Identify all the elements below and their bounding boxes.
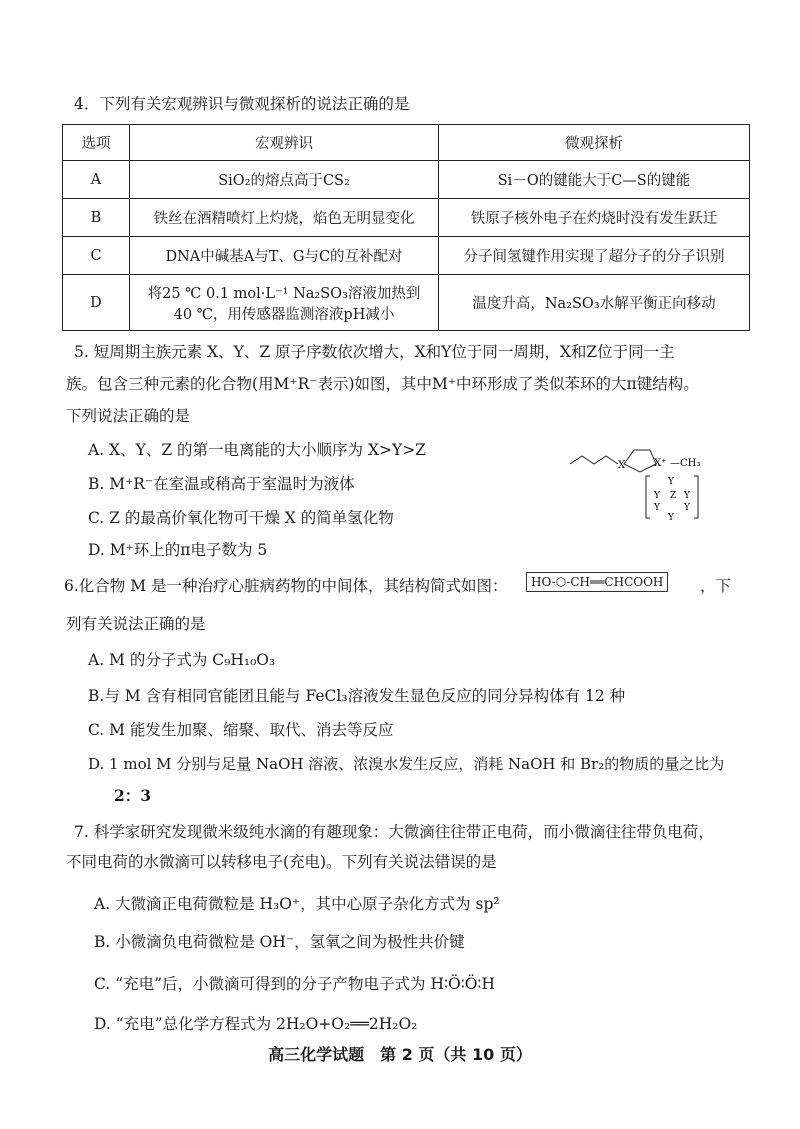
q6-option-b: B.与 M 含有相同官能团且能与 FeCl₃溶液发生显色反应的同分异构体有 12 种: [88, 687, 626, 705]
row-macro: 铁丝在酒精喷灯上灼烧，焰色无明显变化: [130, 199, 439, 237]
header-micro: 微观探析: [439, 125, 750, 161]
header-option: 选项: [63, 125, 130, 161]
q5-option-d: D. M⁺环上的π电子数为 5: [88, 541, 268, 559]
q7-line1: 7. 科学家研究发现微米级纯水滴的有趣现象：大微滴往往带正电荷，而小微滴往往带负电荷，: [74, 823, 714, 841]
q5-option-c: C. Z 的最高价氧化物可干燥 X 的简单氢化物: [88, 509, 394, 527]
q5-line1: 5. 短周期主族元素 X、Y、Z 原子序数依次增大，X和Y位于同一周期，X和Z位于同一主: [74, 343, 675, 361]
row-macro: [130, 275, 439, 331]
row-micro: 铁原子核外电子在灼烧时没有发生跃迁: [439, 199, 750, 237]
row-micro: 温度升高，Na₂SO₃水解平衡正向移动: [439, 275, 750, 331]
q4-table: [62, 124, 750, 331]
table-row: [63, 237, 750, 275]
q7-option-c: C. “充电”后，小微滴可得到的分子产物电子式为 H∶Ö∶Ö∶H: [94, 975, 495, 993]
row-option: D: [63, 275, 130, 331]
row-micro: 分子间氢键作用实现了超分子的分子识别: [439, 237, 750, 275]
q6-line1a: 6.化合物 M 是一种治疗心脏病药物的中间体，其结构简式如图：: [64, 577, 508, 595]
row-option: A: [63, 161, 130, 199]
q7-option-a: A. 大微滴正电荷微粒是 H₃O⁺，其中心原子杂化方式为 sp²: [94, 895, 500, 913]
table-row: [63, 275, 750, 331]
mol-y-right: Y: [684, 491, 690, 501]
row-macro-line1: 将25 ℃ 0.1 mol·L⁻¹ Na₂SO₃溶液加热到: [147, 285, 421, 302]
cinnamic-structure: HO-⬡-CH══CHCOOH: [526, 572, 668, 592]
q6-line2: 列有关说法正确的是: [66, 615, 206, 633]
mol-y-right2: Y: [684, 503, 690, 513]
mol-ch3-label: —CH₃: [670, 458, 701, 469]
mol-y-bottom: Y: [668, 513, 674, 523]
ionic-liquid-structure: [568, 444, 718, 524]
q5-option-b: B. M⁺R⁻在室温或稍高于室温时为液体: [88, 475, 355, 493]
header-macro: 宏观辨识: [130, 125, 439, 161]
q5-option-a: A. X、Y、Z 的第一电离能的大小顺序为 X>Y>Z: [88, 441, 426, 459]
row-option: C: [63, 237, 130, 275]
mol-z-center: Z: [670, 491, 677, 501]
row-macro: DNA中碱基A与T、G与C的互补配对: [130, 237, 439, 275]
q6-line1b: ，下: [700, 577, 732, 595]
q5-line2: 族。包含三种元素的化合物(用M⁺R⁻表示)如图，其中M⁺中环形成了类似苯环的大π键结构。: [66, 375, 699, 393]
mol-y-left: Y: [654, 491, 660, 501]
q7-option-b: B. 小微滴负电荷微粒是 OH⁻，氢氧之间为极性共价键: [94, 933, 465, 951]
q7-line2: 不同电荷的水微滴可以转移电子(充电)。下列有关说法错误的是: [66, 853, 497, 871]
q5-line3: 下列说法正确的是: [66, 407, 191, 425]
table-row: [63, 199, 750, 237]
mol-y-left2: Y: [654, 503, 660, 513]
mol-x-label: X: [618, 460, 626, 471]
q7-option-d: D. “充电”总化学方程式为 2H₂O+O₂══2H₂O₂: [94, 1015, 418, 1033]
mol-y-top: Y: [668, 477, 674, 487]
q6-option-d2: 2：3: [114, 786, 152, 805]
q4-stem: 4．下列有关宏观辨识与微观探析的说法正确的是: [74, 95, 410, 113]
page-footer: 高三化学试题 第 2 页（共 10 页）: [268, 1045, 532, 1064]
row-macro: SiO₂的熔点高于CS₂: [130, 161, 439, 199]
row-option: B: [63, 199, 130, 237]
q6-option-d1: D. 1 mol M 分别与足量 NaOH 溶液、浓溴水发生反应，消耗 NaOH 和 Br₂的物质的量之比为: [88, 755, 725, 773]
row-micro: Si－O的键能大于C—S的键能: [439, 161, 750, 199]
table-row: [63, 161, 750, 199]
row-macro-line2: 40 ℃，用传感器监测溶液pH减小: [173, 306, 395, 323]
table-header-row: [63, 125, 750, 161]
q6-option-a: A. M 的分子式为 C₉H₁₀O₃: [88, 651, 276, 669]
mol-xplus-label: X⁺: [654, 458, 667, 469]
q6-option-c: C. M 能发生加聚、缩聚、取代、消去等反应: [88, 721, 394, 739]
